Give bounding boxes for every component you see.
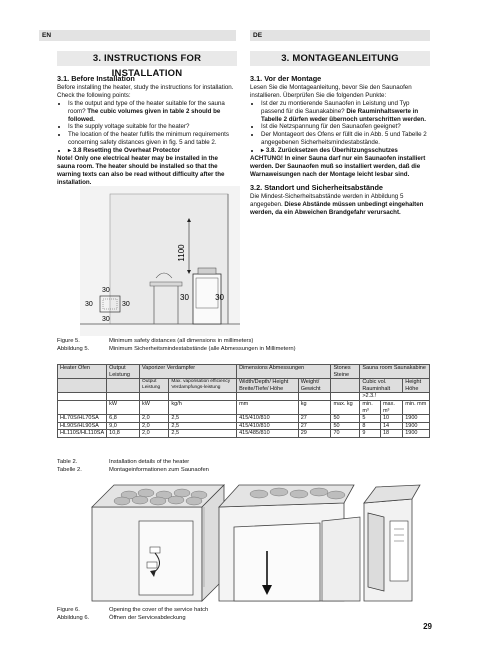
caption-figure-5: Figure 5. Minimum safety distances (all dimensions in millimeters) Abbildung 5. Minimum Sicherheitsmindestabstände (alle Abmessungen in Millimetern) xyxy=(57,338,296,352)
check-item: • The location of the heater fulfils the minimum requirements concerning safety distances given in fig. 5 and table 2. xyxy=(68,131,237,147)
note-de: ACHTUNG! In einer Sauna darf nur ein Saunaofen installiert werden. Der Saunaofen muß so installiert werden, daß die Warnaweisungen nach der Montage leicht lesbar sind. xyxy=(250,155,426,178)
lang-label-de: DE xyxy=(253,32,263,39)
column-en xyxy=(57,75,237,187)
heater-illustration-left xyxy=(92,485,224,601)
section-title-de: 3. MONTAGEANLEITUNG xyxy=(250,51,430,66)
dimension-30-top: 30 xyxy=(102,287,110,294)
subheading-standort: 3.2. Standort und Sicherheitsabstände xyxy=(250,182,383,192)
check-item: • Ist die Netzspannung für den Saunaofen geeignet? xyxy=(261,123,430,131)
dimension-30-right: 30 xyxy=(122,301,130,308)
caption-figure-6: Figure 6. Opening the cover of the service hatch Abbildung 6. Öffnen der Serviceabdeckung xyxy=(57,607,209,621)
check-item: • ▸ 3.8 Resetting the Overheat Protector xyxy=(68,147,237,155)
subheading-vor-der-montage: 3.1. Vor der Montage xyxy=(250,74,322,83)
check-item: • Is the output and type of the heater suitable for the sauna room? The cubic volumes given in table 2 should be followed. xyxy=(68,100,237,124)
paragraph-distances-de: Die Mindest-Sicherheitsabstände werden in Abbildung 5 angegeben. Diese Abstände müssen unbedingt eingehalten werden, da ein Abweichen Brandgefahr verursacht. xyxy=(250,192,424,216)
dimension-30-bottom: 30 xyxy=(102,316,110,323)
note-en: Note! Only one electrical heater may be installed in the sauna room. The heater should be installed so that the warning texts can also be read without difficulty after the installation. xyxy=(57,155,225,186)
lang-tab-de xyxy=(250,30,430,41)
table-row: HL110S/HL110SA 10,8 2,0 2,5 415/485/810 29 70 9 18 1900 xyxy=(58,430,430,438)
caption-table-2: Table 2. Installation details of the heater Tabelle 2. Montageinformationen zum Saunaofen xyxy=(57,459,209,473)
table-subheader-row: Output Leistung Max. vaporisation efficiency Verdampfungs-leistung Width/Depth/ Height Breite/Tiefe/ Höhe Weight/ Gewicht Cubic vol. Rauminhalt Height Höhe xyxy=(58,379,430,393)
intro-en: Before installing the heater, study the instructions for installation. Check the following points: xyxy=(57,83,234,99)
figure-6-service-hatch xyxy=(84,477,424,605)
open-hatch-illustration xyxy=(364,485,420,601)
check-item: • Is the supply voltage suitable for the heater? xyxy=(68,123,237,131)
lang-tab-en xyxy=(39,30,236,41)
table-note-row: >2.3.! xyxy=(58,393,430,401)
lang-label-en: EN xyxy=(42,32,52,39)
dimension-30-left: 30 xyxy=(85,301,93,308)
table-units-row: kW kW kg/h mm kg max. kg min. m³ max. m³ min. mm xyxy=(58,400,430,414)
page-number: 29 xyxy=(423,622,432,631)
intro-de: Lesen Sie die Montageanleitung, bevor Sie den Saunaofen installieren. Überprüfen Sie die folgenden Punkte: xyxy=(250,83,412,99)
hatch-removal-illustration xyxy=(219,485,360,601)
table-header-row: Heater Ofen Output Leistung Vaporizer Verdampfer Dimensions Abmessungen Stones Steine Sauna room Saunakabine xyxy=(58,365,430,379)
column-de xyxy=(250,75,430,216)
table-heater-details xyxy=(57,364,430,438)
dimension-30-b: 30 xyxy=(215,293,224,302)
checklist-de xyxy=(250,100,430,155)
figure-5-safety-distances xyxy=(80,186,240,336)
check-item: • Ist der zu montierende Saunaofen in Leistung und Typ passend für die Saunakabine? Die Rauminhaltswerte in Tabelle 2 dürfen weder übernoch unterschritten werden. xyxy=(261,100,430,124)
dimension-1100: 1100 xyxy=(177,244,186,262)
dimension-30-a: 30 xyxy=(180,293,189,302)
subheading-before-installation: 3.1. Before Installation xyxy=(57,74,135,83)
check-item: • ▸ 3.8. Zurücksetzen des Überhitzungsschutzes xyxy=(261,147,430,155)
check-item: • Der Montageort des Ofens er füllt die in Abb. 5 und Tabelle 2 angegebenen Sicherheitsmindestabstände. xyxy=(261,131,430,147)
checklist-en xyxy=(57,100,237,155)
table-row: HL70S/HL70SA 6,8 2,0 2,5 415/410/810 27 50 5 10 1900 xyxy=(58,415,430,423)
table-row: HL90S/HL90SA 9,0 2,0 2,5 415/410/810 27 50 8 14 1900 xyxy=(58,422,430,430)
section-title-en: 3. INSTRUCTIONS FOR INSTALLATION xyxy=(57,51,237,66)
